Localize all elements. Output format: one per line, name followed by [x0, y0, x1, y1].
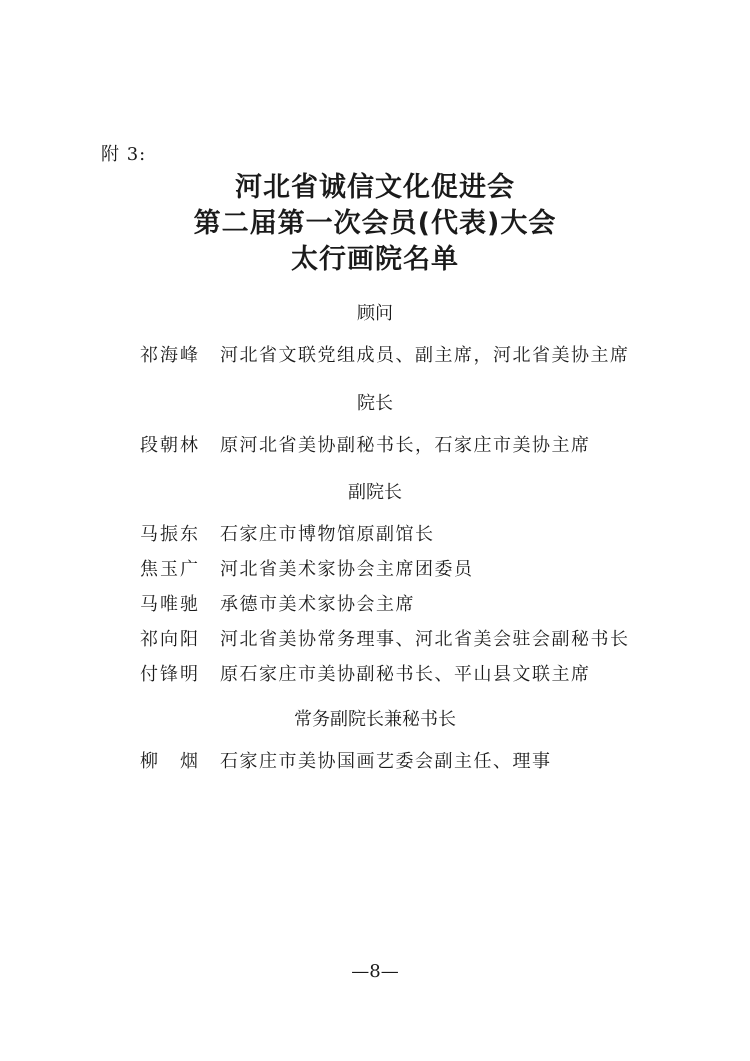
member-description: 河北省美协常务理事、河北省美会驻会副秘书长 — [220, 628, 630, 650]
page-number: —8— — [351, 961, 399, 982]
member-description: 原石家庄市美协副秘书长、平山县文联主席 — [220, 663, 591, 685]
member-name: 马振东 — [140, 523, 200, 545]
member-description: 河北省文联党组成员、副主席，河北省美协主席 — [220, 344, 630, 366]
section-heading: 顾问 — [357, 303, 393, 324]
member-name: 付锋明 — [140, 663, 200, 685]
member-row — [0, 550, 750, 585]
member-row — [0, 585, 750, 620]
member-row — [0, 336, 750, 371]
member-description: 原河北省美协副秘书长，石家庄市美协主席 — [220, 434, 591, 456]
member-description: 河北省美术家协会主席团委员 — [220, 558, 474, 580]
title-line-1: 河北省诚信文化促进会 — [235, 172, 515, 203]
section-advisor — [0, 302, 750, 371]
section-executive-vice-president — [0, 708, 750, 777]
member-name: 段朝林 — [140, 434, 200, 456]
member-name: 柳 烟 — [140, 750, 200, 772]
section-vice-presidents — [0, 481, 750, 690]
member-row — [0, 426, 750, 461]
member-row — [0, 620, 750, 655]
member-name: 马唯驰 — [140, 593, 200, 615]
section-heading: 院长 — [357, 393, 393, 414]
member-name: 祁向阳 — [140, 628, 200, 650]
member-description: 石家庄市美协国画艺委会副主任、理事 — [220, 750, 552, 772]
attachment-label: 附 3: — [101, 144, 147, 165]
title-line-2: 第二届第一次会员(代表)大会 — [193, 208, 557, 239]
member-description: 承德市美术家协会主席 — [220, 593, 415, 615]
member-description: 石家庄市博物馆原副馆长 — [220, 523, 435, 545]
title-line-3: 太行画院名单 — [291, 244, 459, 275]
document-title — [0, 170, 750, 278]
section-heading: 常务副院长兼秘书长 — [294, 709, 456, 730]
member-row — [0, 742, 750, 777]
section-president — [0, 392, 750, 461]
member-row — [0, 655, 750, 690]
member-name: 焦玉广 — [140, 558, 200, 580]
section-heading: 副院长 — [348, 482, 402, 503]
member-name: 祁海峰 — [140, 344, 200, 366]
member-row — [0, 515, 750, 550]
